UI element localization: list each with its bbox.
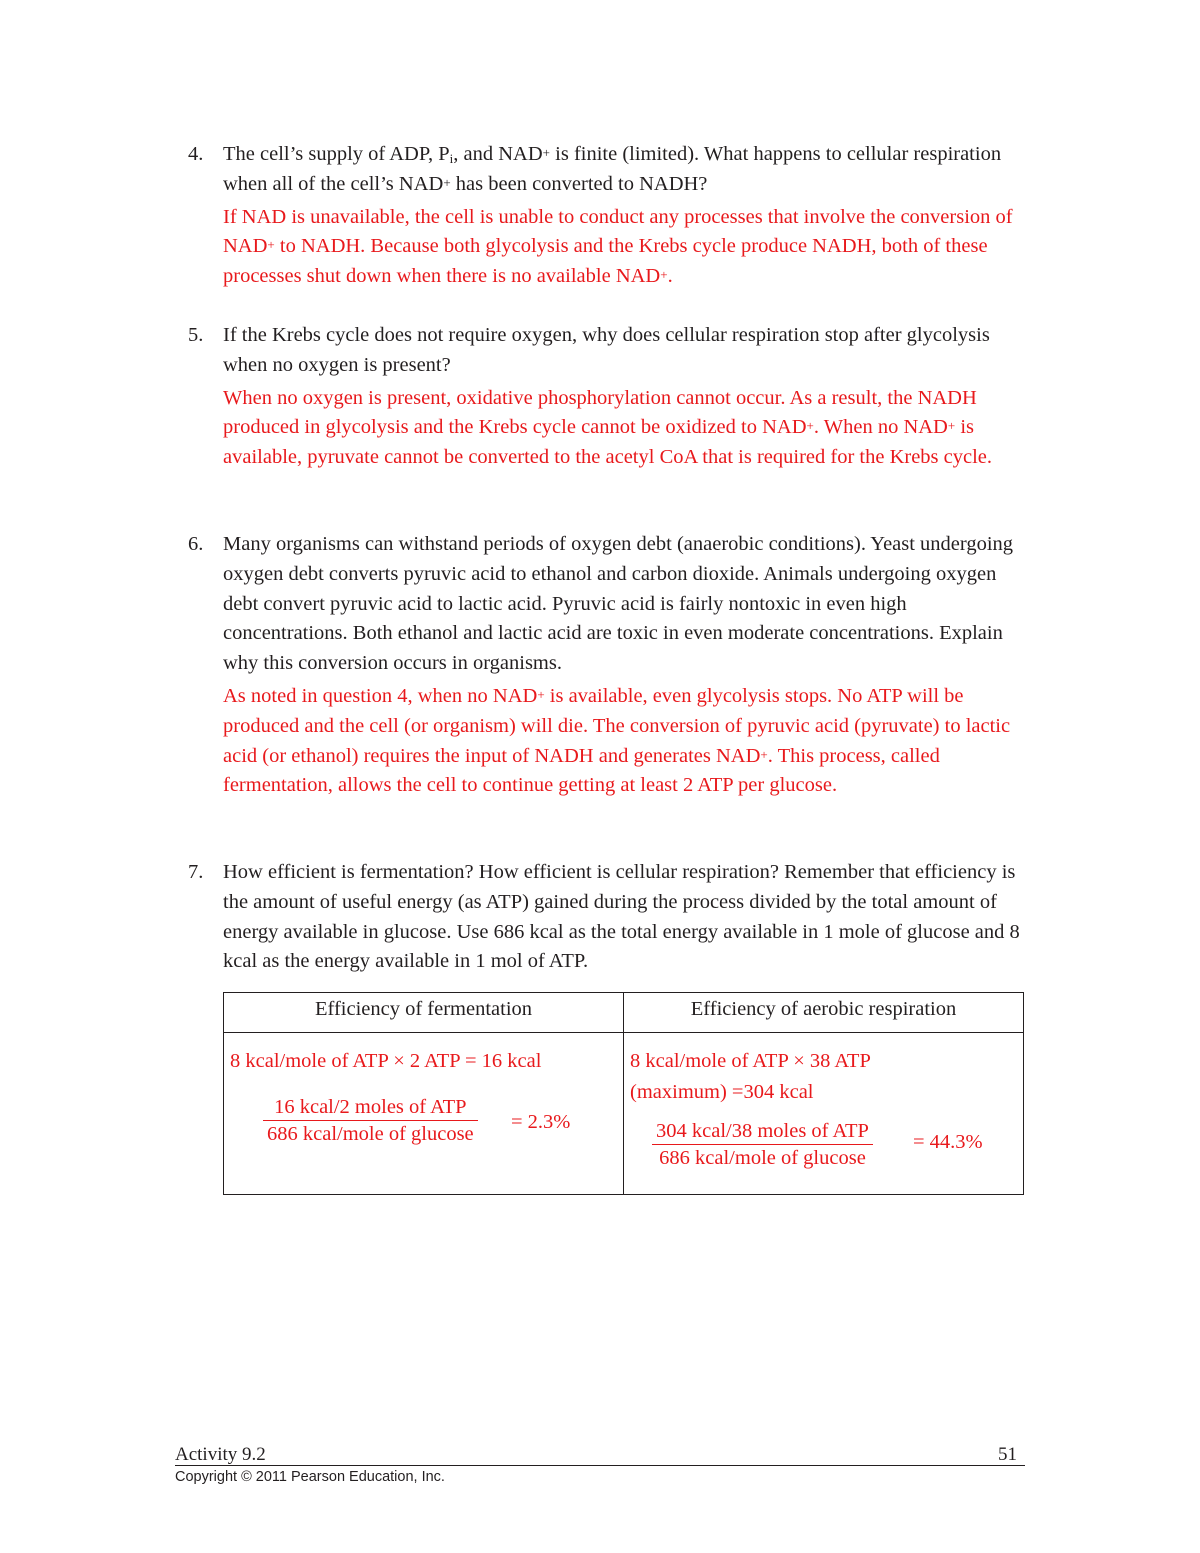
aerobic-result: = 44.3%	[913, 1131, 983, 1153]
answer-text: If NAD is unavailable, the cell is unable to conduct any processes that involve the conversion of NAD+ to NADH. Because both glycolysis and the Krebs cycle produce NADH, both of these processes shut down when there is no available NAD+.	[223, 205, 1013, 288]
aerobic-fraction	[652, 1120, 873, 1170]
footer-copyright: Copyright © 2011 Pearson Education, Inc.	[175, 1469, 445, 1485]
footer-rule	[175, 1465, 1025, 1466]
table-column-divider	[623, 993, 624, 1194]
footer-activity-label: Activity 9.2	[175, 1444, 266, 1465]
table-header-aerobic: Efficiency of aerobic respiration	[690, 998, 957, 1020]
table-header-divider	[224, 1032, 1023, 1033]
question-5	[188, 321, 1028, 473]
question-7	[188, 858, 1028, 977]
question-number: 7.	[188, 861, 204, 883]
efficiency-table	[223, 992, 1024, 1195]
fraction-numerator: 304 kcal/38 moles of ATP	[652, 1120, 873, 1145]
question-6	[188, 530, 1028, 801]
answer-text: When no oxygen is present, oxidative phosphorylation cannot occur. As a result, the NADH produced in glycolysis and the Krebs cycle cannot be oxidized to NAD+. When no NAD+ is available, pyruvate cannot be converted to the acetyl CoA that is required for the Krebs cycle.	[223, 386, 993, 469]
answer-text: As noted in question 4, when no NAD+ is available, even glycolysis stops. No ATP will be produced and the cell (or organism) will die. The conversion of pyruvic acid (pyruvate) to lactic acid (or ethanol) requires the input of NADH and generates NAD+. This process, called fermentation, allows the cell to continue getting at least 2 ATP per glucose.	[223, 684, 1011, 797]
fraction-denominator: 686 kcal/mole of glucose	[267, 1123, 474, 1145]
question-text: Many organisms can withstand periods of oxygen debt (anaerobic conditions). Yeast undergoing oxygen debt converts pyruvic acid to ethanol and carbon dioxide. Animals undergoing oxygen debt convert pyruvic acid to lactic acid. Pyruvic acid is fairly nontoxic in even high concentrations. Both ethanol and lactic acid are toxic in even moderate concentrations. Explain why this conversion occurs in organisms.	[223, 533, 1014, 675]
fraction-numerator: 16 kcal/2 moles of ATP	[263, 1096, 478, 1121]
footer-page-number: 51	[998, 1444, 1017, 1465]
fermentation-fraction	[263, 1096, 478, 1146]
question-number: 6.	[188, 533, 204, 555]
aerobic-calculation-total: (maximum) =304 kcal	[630, 1081, 814, 1103]
question-number: 4.	[188, 143, 204, 165]
question-number: 5.	[188, 324, 204, 346]
question-text: If the Krebs cycle does not require oxygen, why does cellular respiration stop after glycolysis when no oxygen is present?	[223, 324, 990, 376]
aerobic-calculation: 8 kcal/mole of ATP × 38 ATP	[630, 1050, 871, 1072]
fermentation-calculation: 8 kcal/mole of ATP × 2 ATP = 16 kcal	[230, 1050, 542, 1072]
table-header-fermentation: Efficiency of fermentation	[314, 998, 533, 1020]
question-4	[188, 140, 1028, 292]
fermentation-result: = 2.3%	[511, 1111, 571, 1133]
question-text: The cell’s supply of ADP, $P_i$, and NAD+ is finite (limited). What happens to cellular respiration when all of the cell’s NAD+ has been converted to NADH?	[223, 143, 1002, 195]
question-text: How efficient is fermentation? How efficient is cellular respiration? Remember that efficiency is the amount of useful energy (as ATP) gained during the process divided by the total amount of energy available in glucose. Use 686 kcal as the total energy available in 1 mole of glucose and 8 kcal as the energy available in 1 mol of ATP.	[223, 861, 1020, 973]
fraction-denominator: 686 kcal/mole of glucose	[659, 1147, 866, 1169]
